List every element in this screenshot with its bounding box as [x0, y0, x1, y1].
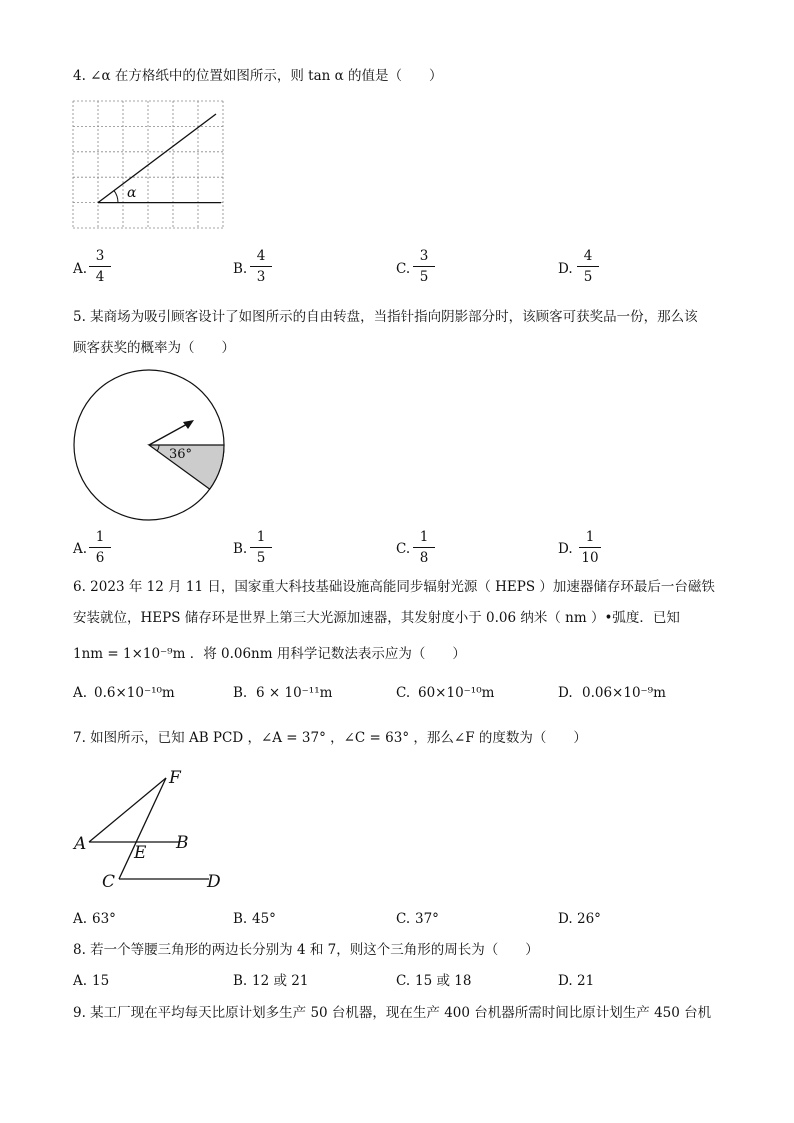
q4-option-c-den: 5 [419, 269, 429, 285]
q4-option-b-num: 4 [256, 248, 266, 264]
q4-option-b-letter: B. [233, 261, 248, 277]
q7-option-b-letter: B. [233, 911, 248, 927]
q5-option-c-letter: C. [396, 541, 411, 557]
q7-option-a-letter: A. [73, 911, 88, 927]
q7-label-e: E [134, 843, 147, 863]
q8-stem: 8. 若一个等腰三角形的两边长分别为 4 和 7，则这个三角形的周长为（ ） [73, 942, 539, 958]
q4-grid-figure [73, 101, 223, 228]
q5-spinner-figure [73, 369, 225, 521]
q7-label-a: A [74, 834, 87, 854]
q4-stem: 4. ∠α 在方格纸中的位置如图所示，则 tan α 的值是（ ） [73, 68, 443, 84]
q6-line3: 1nm = 1×10⁻⁹m ．将 0.06nm 用科学记数法表示应为（ ） [73, 646, 466, 662]
q7-line-cf [119, 778, 166, 879]
q8-option-c-text: 15 或 18 [415, 973, 472, 989]
q5-option-b-den: 5 [256, 550, 266, 566]
q5-option-d-letter: D. [558, 541, 573, 557]
q4-option-a-num: 3 [95, 248, 105, 264]
q7-line-af [89, 778, 166, 842]
q7-label-f: F [169, 768, 181, 788]
q4-alpha-label: α [127, 185, 137, 201]
q7-parallel-figure [73, 765, 233, 895]
q8-option-d-letter: D. [558, 973, 573, 989]
q5-option-a-den: 6 [95, 550, 105, 566]
q4-option-b-den: 3 [256, 269, 266, 285]
q6-option-c-letter: C. [396, 685, 411, 701]
q7-option-d-text: 26° [577, 911, 601, 927]
q8-option-b-letter: B. [233, 973, 248, 989]
q6-line1: 6. 2023 年 12 月 11 日，国家重大科技基础设施高能同步辐射光源（ HEPS ）加速器储存环最后一台磁铁 [73, 579, 715, 595]
q7-label-c: C [102, 872, 116, 892]
q6-option-b-letter: B. [233, 685, 248, 701]
q8-option-b-text: 12 或 21 [252, 973, 309, 989]
q6-option-b-text: 6 × 10⁻¹¹m [256, 685, 333, 701]
q8-option-c-letter: C. [396, 973, 411, 989]
q4-option-c-num: 3 [419, 248, 429, 264]
q4-option-a-fraction [89, 248, 111, 285]
q9-stem: 9. 某工厂现在平均每天比原计划多生产 50 台机器，现在生产 400 台机器所需时间比原计划生产 450 台机 [73, 1005, 712, 1021]
q5-option-d-den: 10 [581, 550, 599, 566]
q7-option-a-text: 63° [92, 911, 116, 927]
q7-label-b: B [176, 833, 189, 853]
q4-option-c-letter: C. [396, 261, 411, 277]
q8-option-a-letter: A. [73, 973, 88, 989]
q7-stem: 7. 如图所示，已知 AB PCD ，∠A = 37° ，∠C = 63° ，那么∠F 的度数为（ ） [73, 730, 587, 746]
q4-angle-arc [114, 191, 118, 203]
q8-option-a-text: 15 [92, 973, 110, 989]
q6-option-d-letter: D. [558, 685, 573, 701]
q6-option-a-text: 0.6×10⁻¹⁰m [94, 685, 175, 701]
q7-option-c-text: 37° [415, 911, 439, 927]
q5-option-a-num: 1 [95, 529, 105, 545]
q6-option-d-text: 0.06×10⁻⁹m [582, 685, 666, 701]
q5-option-b-num: 1 [256, 529, 266, 545]
q5-option-b-letter: B. [233, 541, 248, 557]
q4-option-c-fraction [413, 248, 435, 285]
q4-option-d-den: 5 [583, 269, 593, 285]
q5-option-d-fraction [579, 529, 601, 566]
q5-option-a-letter: A. [73, 541, 88, 557]
q5-option-b-fraction [250, 529, 272, 566]
q8-option-d-text: 21 [577, 973, 595, 989]
q4-option-d-letter: D. [558, 261, 573, 277]
q4-option-d-num: 4 [583, 248, 593, 264]
q6-option-a-letter: A. [73, 685, 88, 701]
q5-stem-line2: 顾客获奖的概率为（ ） [73, 340, 235, 356]
q6-line2: 安装就位，HEPS 储存环是世界上第三大光源加速器，其发射度小于 0.06 纳米（ nm ）•弧度．已知 [73, 610, 680, 626]
q4-option-d-fraction [577, 248, 599, 285]
q5-option-d-num: 1 [585, 529, 595, 545]
q4-option-a-den: 4 [95, 269, 105, 285]
q5-option-c-fraction [413, 529, 435, 566]
q4-option-b-fraction [250, 248, 272, 285]
q5-angle-label: 36° [169, 447, 193, 462]
q4-option-a-letter: A. [73, 261, 88, 277]
q7-option-c-letter: C. [396, 911, 411, 927]
q5-option-c-num: 1 [419, 529, 429, 545]
q7-label-d: D [207, 872, 221, 892]
q7-option-d-letter: D. [558, 911, 573, 927]
q5-option-c-den: 8 [419, 550, 429, 566]
q5-stem-line1: 5. 某商场为吸引顾客设计了如图所示的自由转盘，当指针指向阴影部分时，该顾客可获奖品一份，那么该 [73, 309, 698, 325]
q6-option-c-text: 60×10⁻¹⁰m [418, 685, 495, 701]
q5-option-a-fraction [89, 529, 111, 566]
q7-option-b-text: 45° [252, 911, 276, 927]
